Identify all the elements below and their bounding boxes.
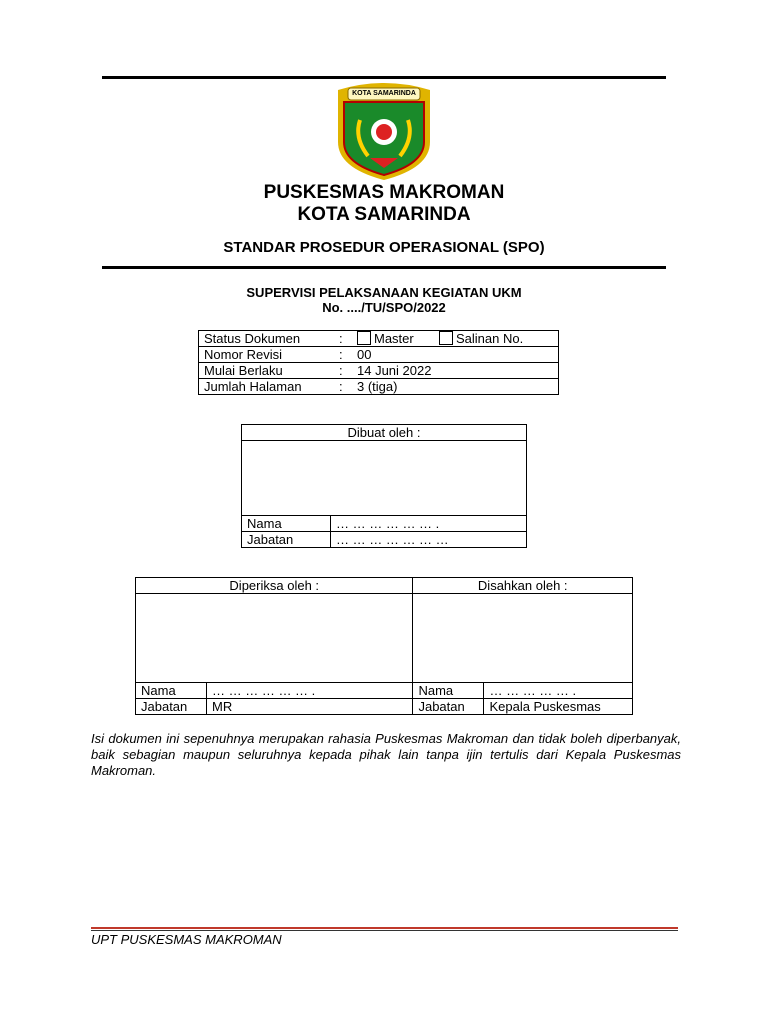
header-rule xyxy=(102,266,666,269)
master-option-label: Master xyxy=(374,331,414,346)
approved-by-signature-area xyxy=(413,594,633,683)
checked-by-name-value: … … … … … … . xyxy=(207,683,413,699)
subject-title: SUPERVISI PELAKSANAAN KEGIATAN UKM xyxy=(246,285,522,300)
approved-by-name-label: Nama xyxy=(413,683,484,699)
approved-by-header: Disahkan oleh : xyxy=(413,578,633,594)
meta-row-status xyxy=(199,331,559,347)
approved-by-position-value: Kepala Puskesmas xyxy=(484,699,633,715)
pages-label: Jumlah Halaman xyxy=(199,379,335,395)
checked-by-header: Diperiksa oleh : xyxy=(136,578,413,594)
made-by-name-label: Nama xyxy=(242,516,331,532)
status-options xyxy=(352,331,559,347)
made-by-position-value: … … … … … … … xyxy=(331,532,527,548)
footer-rule-dark xyxy=(91,930,678,931)
document-number: No. ..../TU/SPO/2022 xyxy=(322,300,446,315)
city-emblem-logo xyxy=(330,80,438,182)
effective-label: Mulai Berlaku xyxy=(199,363,335,379)
revision-label: Nomor Revisi xyxy=(199,347,335,363)
page-title xyxy=(0,182,768,226)
approval-table xyxy=(135,577,633,715)
top-rule xyxy=(102,76,666,79)
effective-value: 14 Juni 2022 xyxy=(352,363,559,379)
made-by-position-label: Jabatan xyxy=(242,532,331,548)
approved-by-position-label: Jabatan xyxy=(413,699,484,715)
document-meta-table xyxy=(198,330,559,395)
copy-option-label: Salinan No. xyxy=(455,331,524,346)
confidentiality-note: Isi dokumen ini sepenuhnya merupakan rahasia Puskesmas Makroman dan tidak boleh diperbanyak, baik sebagian maupun seluruhnya kepada pihak lain tanpa ijin tertulis dari Kepala Puskesmas Makroman. xyxy=(91,731,681,778)
meta-row-revision xyxy=(199,347,559,363)
made-by-table xyxy=(241,424,527,548)
meta-row-pages xyxy=(199,379,559,395)
checked-by-name-label: Nama xyxy=(136,683,207,699)
colon: : xyxy=(334,363,352,379)
colon: : xyxy=(334,379,352,395)
copy-checkbox[interactable] xyxy=(439,331,453,345)
checked-by-signature-area xyxy=(136,594,413,683)
revision-value: 00 xyxy=(352,347,559,363)
approved-by-name-value: … … … … … . xyxy=(484,683,633,699)
emblem-text: KOTA SAMARINDA xyxy=(352,90,416,97)
made-by-name-value: … … … … … … . xyxy=(331,516,527,532)
title-line-1: PUSKESMAS MAKROMAN xyxy=(263,182,505,203)
meta-row-effective xyxy=(199,363,559,379)
colon: : xyxy=(334,331,352,347)
footer-text: UPT PUSKESMAS MAKROMAN xyxy=(91,932,282,947)
footer-rule-red xyxy=(91,927,678,929)
title-line-2: KOTA SAMARINDA xyxy=(297,204,471,225)
master-checkbox[interactable] xyxy=(357,331,371,345)
checked-by-position-value: MR xyxy=(207,699,413,715)
pages-value: 3 (tiga) xyxy=(352,379,559,395)
status-label: Status Dokumen xyxy=(199,331,335,347)
made-by-header: Dibuat oleh : xyxy=(242,425,527,441)
checked-by-position-label: Jabatan xyxy=(136,699,207,715)
document-type: STANDAR PROSEDUR OPERASIONAL (SPO) xyxy=(223,239,545,256)
made-by-signature-area xyxy=(242,441,527,516)
colon: : xyxy=(334,347,352,363)
